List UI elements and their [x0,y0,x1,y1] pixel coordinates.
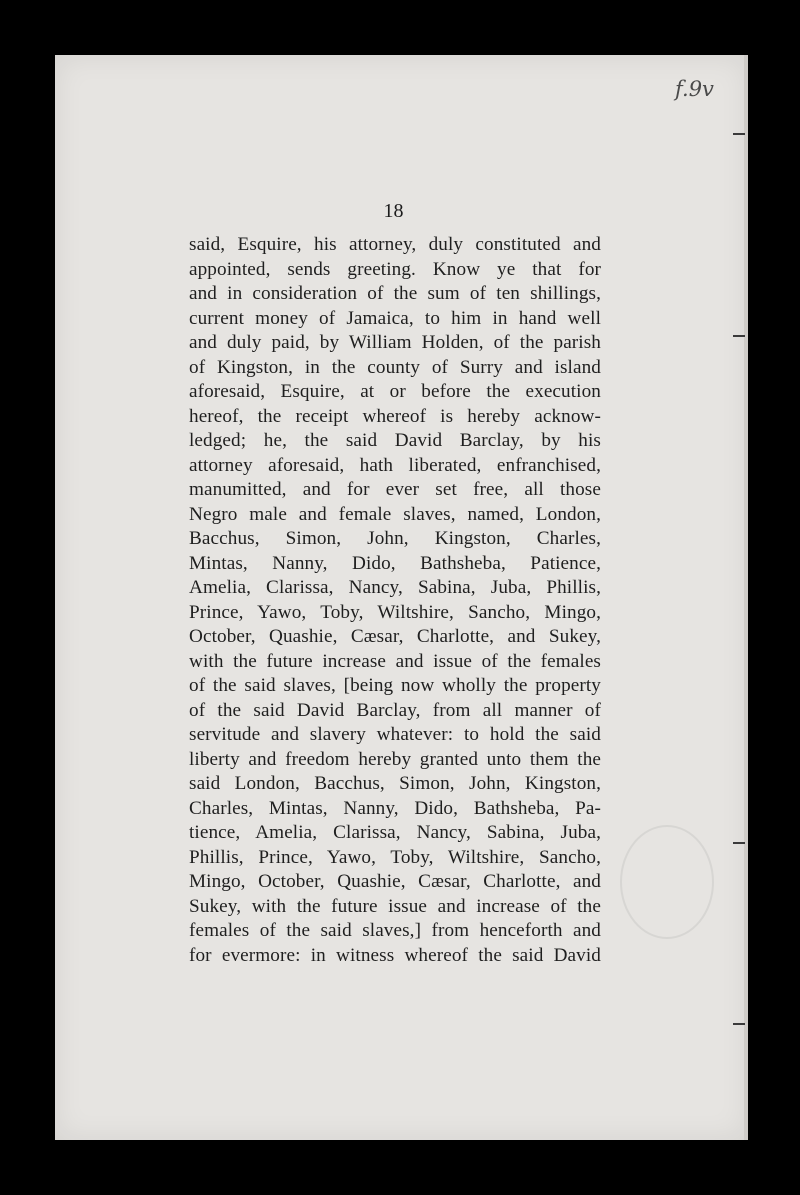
body-text [189,233,601,968]
text-line: for evermore: in witness whereof the said David [189,944,601,966]
document-page [55,55,748,1140]
text-line: with the future increase and issue of the females [189,650,601,672]
text-line: said, Esquire, his attorney, duly constituted and [189,234,601,255]
text-line: of Kingston, in the county of Surry and island [189,356,601,378]
right-margin-tick [733,335,745,337]
right-margin-tick [733,1023,745,1025]
text-line: ledged; he, the said David Barclay, by his [189,430,601,451]
text-line: servitude and slavery whatever: to hold the said [189,724,601,745]
text-line: Amelia, Clarissa, Nancy, Sabina, Juba, Phillis, [189,577,601,598]
text-line: tience, Amelia, Clarissa, Nancy, Sabina, Juba, [189,822,601,843]
text-line: females of the said slaves,] from henceforth and [189,920,601,941]
text-line: and duly paid, by William Holden, of the parish [189,332,601,353]
right-margin-tick [733,842,745,844]
text-line: manumitted, and for ever set free, all those [189,479,601,500]
text-line: Mingo, October, Quashie, Cæsar, Charlotte, and [189,871,601,892]
page-edge [744,55,748,1140]
text-line: and in consideration of the sum of ten shillings, [189,283,601,304]
text-line: said London, Bacchus, Simon, John, Kingston, [189,773,601,794]
text-line: of the said David Barclay, from all manner of [189,699,601,721]
text-line: Prince, Yawo, Toby, Wiltshire, Sancho, Mingo, [189,601,601,623]
text-line: attorney aforesaid, hath liberated, enfranchised, [189,454,601,476]
text-line: Negro male and female slaves, named, London, [189,503,601,525]
text-line: hereof, the receipt whereof is hereby acknow- [189,405,601,427]
right-margin-tick [733,133,745,135]
bleed-through-stain [620,825,714,939]
text-line: Phillis, Prince, Yawo, Toby, Wiltshire, Sancho, [189,846,601,868]
text-line: Charles, Mintas, Nanny, Dido, Bathsheba, Pa- [189,797,601,819]
text-line: liberty and freedom hereby granted unto them the [189,748,601,770]
text-line: of the said slaves, [being now wholly the property [189,675,601,696]
text-line: current money of Jamaica, to him in hand well [189,307,601,329]
text-line: aforesaid, Esquire, at or before the execution [189,381,601,402]
text-line: October, Quashie, Cæsar, Charlotte, and Sukey, [189,626,601,647]
shelfmark-annotation: f.9v [675,77,714,101]
text-line: Bacchus, Simon, John, Kingston, Charles, [189,528,601,549]
text-line: Sukey, with the future issue and increase of the [189,895,601,917]
page-number: 18 [383,200,404,222]
text-line: Mintas, Nanny, Dido, Bathsheba, Patience, [189,552,601,574]
text-line: appointed, sends greeting. Know ye that for [189,258,601,280]
